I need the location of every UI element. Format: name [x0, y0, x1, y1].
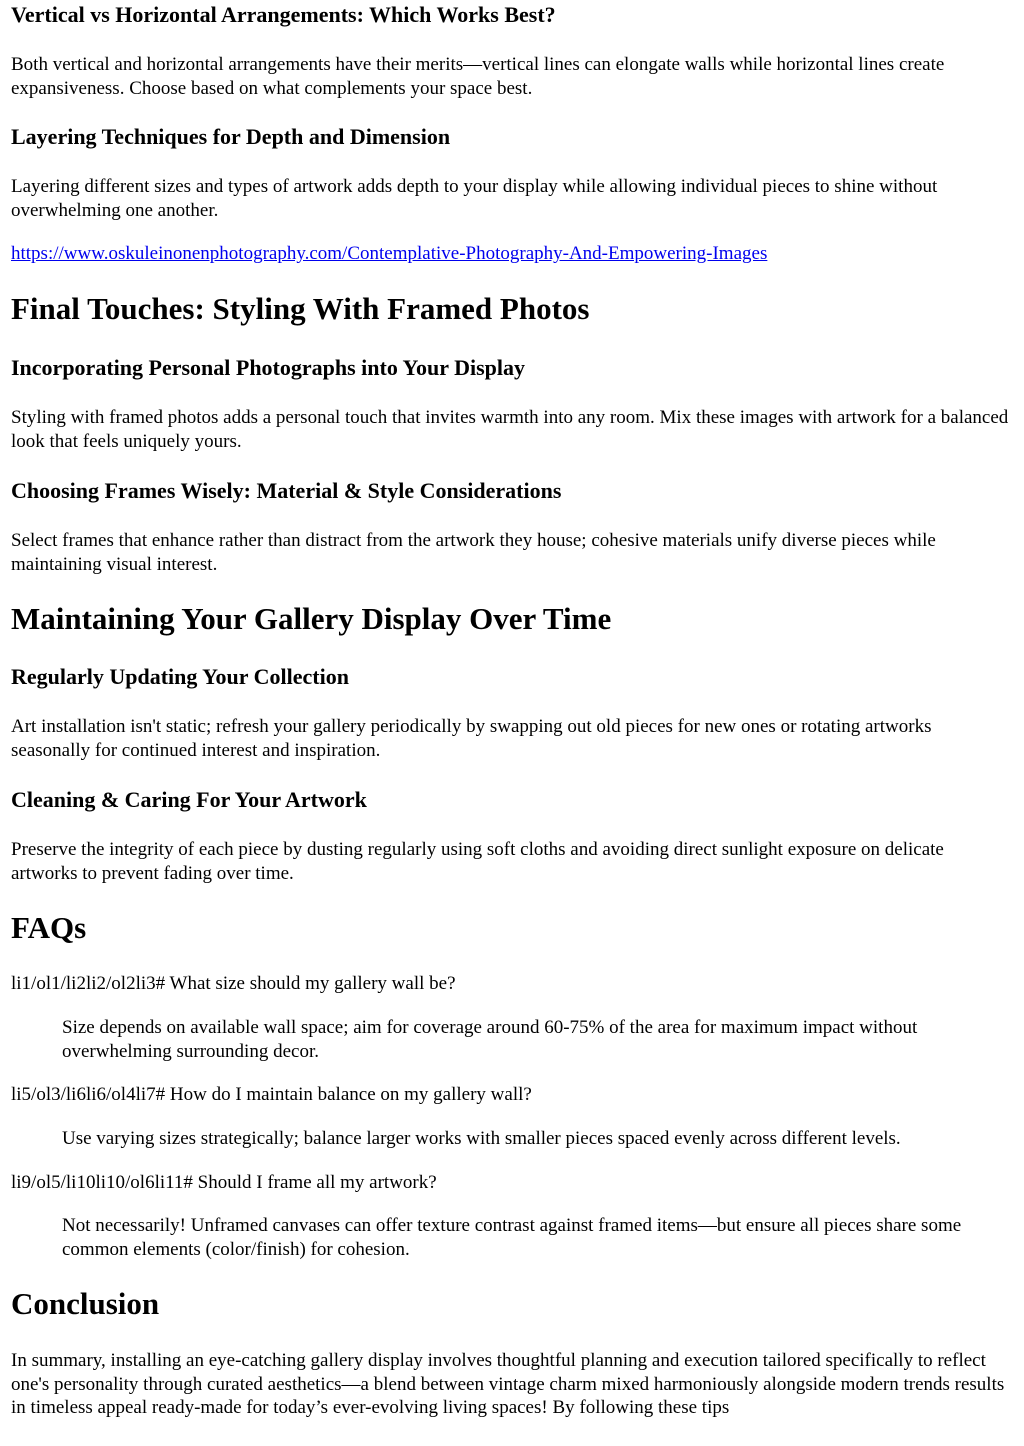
updating-collection-heading: Regularly Updating Your Collection	[11, 664, 349, 689]
maintaining-heading: Maintaining Your Gallery Display Over Time	[11, 601, 612, 636]
photography-link[interactable]: https://www.oskuleinonenphotography.com/Contemplative-Photography-And-Empowering-Images	[11, 243, 768, 264]
faq-question: li5/ol3/li6li6/ol4li7# How do I maintain balance on my gallery wall?	[11, 1084, 532, 1105]
conclusion-heading: Conclusion	[11, 1286, 160, 1321]
cleaning-paragraph: Preserve the integrity of each piece by dusting regularly using soft cloths and avoiding direct sunlight exposure on delicate artworks to prevent fading over time.	[11, 839, 944, 884]
cleaning-heading: Cleaning & Caring For Your Artwork	[11, 787, 367, 812]
updating-collection-paragraph: Art installation isn't static; refresh your gallery periodically by swapping out old pieces for new ones or rotating artworks seasonally for continued interest and inspiration.	[11, 716, 932, 761]
layering-heading: Layering Techniques for Depth and Dimension	[11, 124, 451, 149]
faq-answer: Size depends on available wall space; aim for coverage around 60-75% of the area for maximum impact without overwhelming surrounding decor.	[62, 1017, 918, 1062]
layering-paragraph: Layering different sizes and types of artwork adds depth to your display while allowing individual pieces to shine without overwhelming one another.	[11, 176, 938, 221]
faq-question: li1/ol1/li2li2/ol2li3# What size should my gallery wall be?	[11, 973, 456, 994]
conclusion-paragraph: In summary, installing an eye-catching gallery display involves thoughtful planning and execution tailored specifically to reflect one's personality through curated aesthetics—a blend between vintage charm mixed harmoniously alongside modern trends results in timeless appeal ready-made for today’s ever-evolving living spaces! By following these tips	[11, 1350, 1005, 1418]
final-touches-heading: Final Touches: Styling With Framed Photos	[11, 291, 590, 326]
personal-photographs-heading: Incorporating Personal Photographs into Your Display	[11, 355, 525, 380]
personal-photographs-paragraph: Styling with framed photos adds a personal touch that invites warmth into any room. Mix these images with artwork for a balanced look that feels uniquely yours.	[11, 407, 1009, 452]
choosing-frames-heading: Choosing Frames Wisely: Material & Style Considerations	[11, 478, 562, 503]
faq-answer: Not necessarily! Unframed canvases can offer texture contrast against framed items—but ensure all pieces share some common elements (color/finish) for cohesion.	[62, 1215, 962, 1260]
faq-answer: Use varying sizes strategically; balance larger works with smaller pieces spaced evenly across different levels.	[62, 1128, 901, 1149]
arrangements-heading: Vertical vs Horizontal Arrangements: Which Works Best?	[11, 2, 556, 27]
faq-question: li9/ol5/li10li10/ol6li11# Should I frame all my artwork?	[11, 1172, 437, 1193]
choosing-frames-paragraph: Select frames that enhance rather than distract from the artwork they house; cohesive materials unify diverse pieces while maintaining visual interest.	[11, 530, 936, 575]
arrangements-paragraph: Both vertical and horizontal arrangements have their merits—vertical lines can elongate walls while horizontal lines create expansiveness. Choose based on what complements your space best.	[11, 54, 945, 99]
faqs-heading: FAQs	[11, 910, 87, 945]
